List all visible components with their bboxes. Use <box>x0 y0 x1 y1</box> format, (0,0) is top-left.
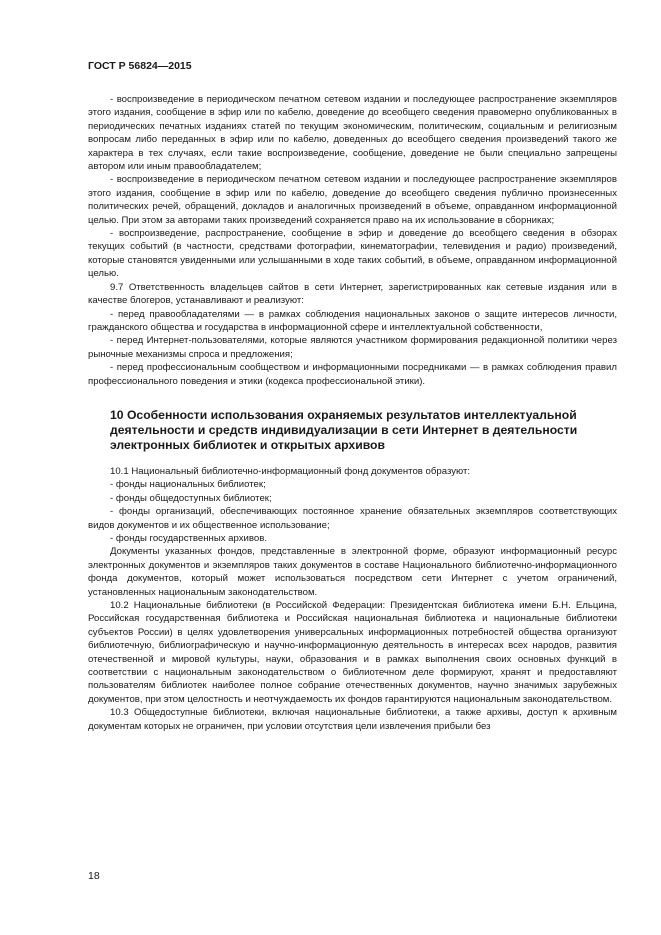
paragraph: - воспроизведение, распространение, сообщение в эфир и доведение до всеобщего сведения в обзорах текущих событий (в частности, средствами фотографии, кинематографии, телевидения и радио) произведений, которые становятся увиденными или услышанными в ходе таких событий, в объеме, оправданном информационной целью. <box>88 228 617 280</box>
paragraph: - фонды общедоступных библиотек; <box>110 492 272 504</box>
paragraph: Документы указанных фондов, представленные в электронной форме, образуют информационный ресурс электронных документов и экземпляров таких документов в составе Национального библиотечно-информационного фонда документов, который может использоваться посредством сети Интернет с учетом ограничений, установленных национальным законодательством. <box>88 546 617 598</box>
paragraph: - перед правообладателями — в рамках соблюдения национальных законов о защите интересов личности, гражданского общества и государства в информационной сфере и интеллектуальной собственности, <box>88 308 617 333</box>
paragraph: 10.2 Национальные библиотеки (в Российской Федерации: Президентская библиотека имени Б.Н. Ельцина, Российская государственная библиотека и Российская национальная библиотека и национальные библиотеки субъектов России) в целях удовлетворения универсальных информационных потребностей общества организуют библиотечную, библиографическую и научно-информационную деятельность в интересах всех народов, развития отечественной и мировой культуры, науки, образования и в рамках выполнения своих основных функций в соответствии с национальным законодательством о библиотечном деле формируют, хранят и предоставляют пользователям библиотек наиболее полное собрание отечественных документов, научно значимых зарубежных документов, при этом целостность и неотчуждаемость их фондов гарантируются национальным законодательством. <box>88 600 617 705</box>
paragraph: - фонды государственных архивов. <box>110 532 267 544</box>
paragraph: - перед Интернет-пользователями, которые являются участником формирования редакционной политики через рыночные механизмы спроса и предложения; <box>88 335 617 360</box>
paragraph: 9.7 Ответственность владельцев сайтов в сети Интернет, зарегистрированных как сетевые издания или в качестве блогеров, устанавливают и реализуют: <box>88 281 617 307</box>
paragraph: - фонды организаций, обеспечивающих постоянное хранение обязательных экземпляров соответствующих видов документов и их общественное использование; <box>88 506 617 531</box>
page-body <box>88 93 617 733</box>
paragraph: - воспроизведение в периодическом печатном сетевом издании и последующее распространение экземпляров этого издания, сообщение в эфир или по кабелю, доведение до всеобщего сведения публично произнесенных политических речей, обращений, докладов и аналогичных произведений в объеме, оправданном информационной целью. При этом за авторами таких произведений сохраняется право на их использование в сборниках; <box>88 174 617 226</box>
paragraph: 10.3 Общедоступные библиотеки, включая национальные библиотеки, а также архивы, доступ к архивным документам которых не ограничен, при условии отсутствия цели извлечения прибыли без <box>88 707 617 732</box>
paragraph: - воспроизведение в периодическом печатном сетевом издании и последующее распространение экземпляров этого издания, сообщение в эфир или по кабелю, доведение до всеобщего сведения правомерно опубликованных в периодических печатных изданиях статей по текущим экономическим, политическим, социальным и религиозным вопросам либо переданных в эфир или по кабелю, доведенных до всеобщего сведения произведений такого же характера в тех случаях, если такие воспроизведение, сообщение, доведение не были специально запрещены автором или иным правообладателем; <box>88 94 617 173</box>
paragraph: - фонды национальных библиотек; <box>110 479 266 491</box>
paragraph: - перед профессиональным сообществом и информационными посредниками — в рамках соблюдения правил профессионального поведения и этики (кодекса профессиональной этики). <box>88 362 617 387</box>
document-header: ГОСТ Р 56824—2015 <box>88 60 192 72</box>
page-number: 18 <box>88 870 100 882</box>
section-heading: 10 Особенности использования охраняемых результатов интеллектуальной деятельности и средств индивидуализации в сети Интернет в деятельности электронных библиотек и открытых архивов <box>110 407 578 452</box>
paragraph: 10.1 Национальный библиотечно-информационный фонд документов образуют: <box>110 465 471 477</box>
